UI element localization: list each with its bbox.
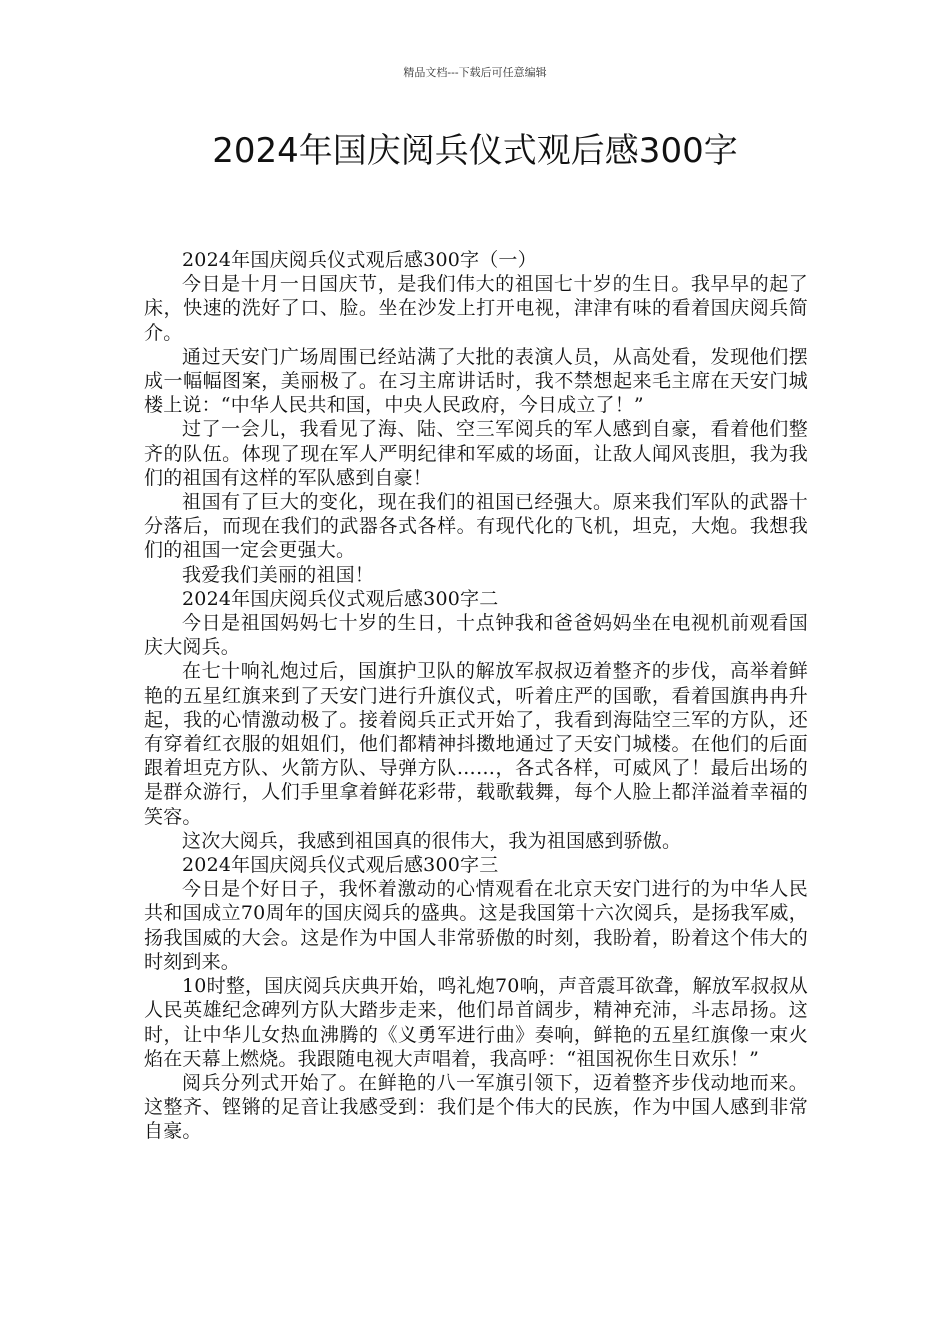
section-heading-3: 2024年国庆阅兵仪式观后感300字三 — [182, 854, 499, 877]
paragraph: 今日是个好日子，我怀着激动的心情观看在北京天安门进行的为中华人民共和国成立70周年的国庆阅兵的盛典。这是我国第十六次阅兵，是扬我军威，扬我国威的大会。这是作为中国人非常骄傲的时刻，我盼着，盼着这个伟大的时刻到来。 — [144, 878, 808, 973]
paragraph: 阅兵分列式开始了。在鲜艳的八一军旗引领下，迈着整齐步伐动地而来。这整齐、铿锵的足音让我感受到：我们是个伟大的民族，作为中国人感到非常自豪。 — [144, 1071, 808, 1143]
paragraph: 通过天安门广场周围已经站满了大批的表演人员，从高处看，发现他们摆成一幅幅图案，美丽极了。在习主席讲话时，我不禁想起来毛主席在天安门城楼上说：“中华人民共和国，中央人民政府，今日成立了！” — [144, 345, 808, 417]
paragraph: 祖国有了巨大的变化，现在我们的祖国已经强大。原来我们军队的武器十分落后，而现在我们的武器各式各样。有现代化的飞机，坦克，大炮。我想我们的祖国一定会更强大。 — [144, 491, 808, 562]
paragraph: 10时整，国庆阅兵庆典开始，鸣礼炮70响，声音震耳欲聋，解放军叔叔从人民英雄纪念碑列方队大踏步走来，他们昂首阔步，精神充沛，斗志昂扬。这时，让中华儿女热血沸腾的《义勇军进行曲》奏响，鲜艳的五星红旗像一束火焰在天幕上燃烧。我跟随电视大声唱着，我高呼：“祖国祝你生日欢乐！” — [144, 975, 808, 1070]
paragraph: 今日是十月一日国庆节，是我们伟大的祖国七十岁的生日。我早早的起了床，快速的洗好了口、脸。坐在沙发上打开电视，津津有味的看着国庆阅兵简介。 — [144, 273, 808, 344]
paragraph: 过了一会儿，我看见了海、陆、空三军阅兵的军人感到自豪，看着他们整齐的队伍。体现了现在军人严明纪律和军威的场面，让敌人闻风丧胆，我为我们的祖国有这样的军队感到自豪！ — [144, 418, 808, 489]
section-heading-2: 2024年国庆阅兵仪式观后感300字二 — [182, 587, 499, 610]
document-body — [144, 248, 808, 1144]
section-heading-1: 2024年国庆阅兵仪式观后感300字（一） — [182, 249, 537, 271]
paragraph: 今日是祖国妈妈七十岁的生日，十点钟我和爸爸妈妈坐在电视机前观看国庆大阅兵。 — [144, 612, 808, 659]
paragraph: 这次大阅兵，我感到祖国真的很伟大，我为祖国感到骄傲。 — [182, 829, 682, 852]
document-title: 2024年国庆阅兵仪式观后感300字 — [212, 131, 738, 171]
paragraph: 在七十响礼炮过后，国旗护卫队的解放军叔叔迈着整齐的步伐，高举着鲜艳的五星红旗来到了天安门进行升旗仪式，听着庄严的国歌，看着国旗冉冉升起，我的心情激动极了。接着阅兵正式开始了，我看到海陆空三军的方队，还有穿着红衣服的姐姐们，他们都精神抖擞地通过了天安门城楼。在他们的后面跟着坦克方队、火箭方队、导弹方队……，各式各样，可威风了！最后出场的是群众游行，人们手里拿着鲜花彩带，载歌载舞，每个人脸上都洋溢着幸福的笑容。 — [144, 660, 808, 828]
paragraph: 我爱我们美丽的祖国！ — [182, 563, 375, 586]
header-note: 精品文档---下载后可任意编辑 — [403, 66, 547, 79]
